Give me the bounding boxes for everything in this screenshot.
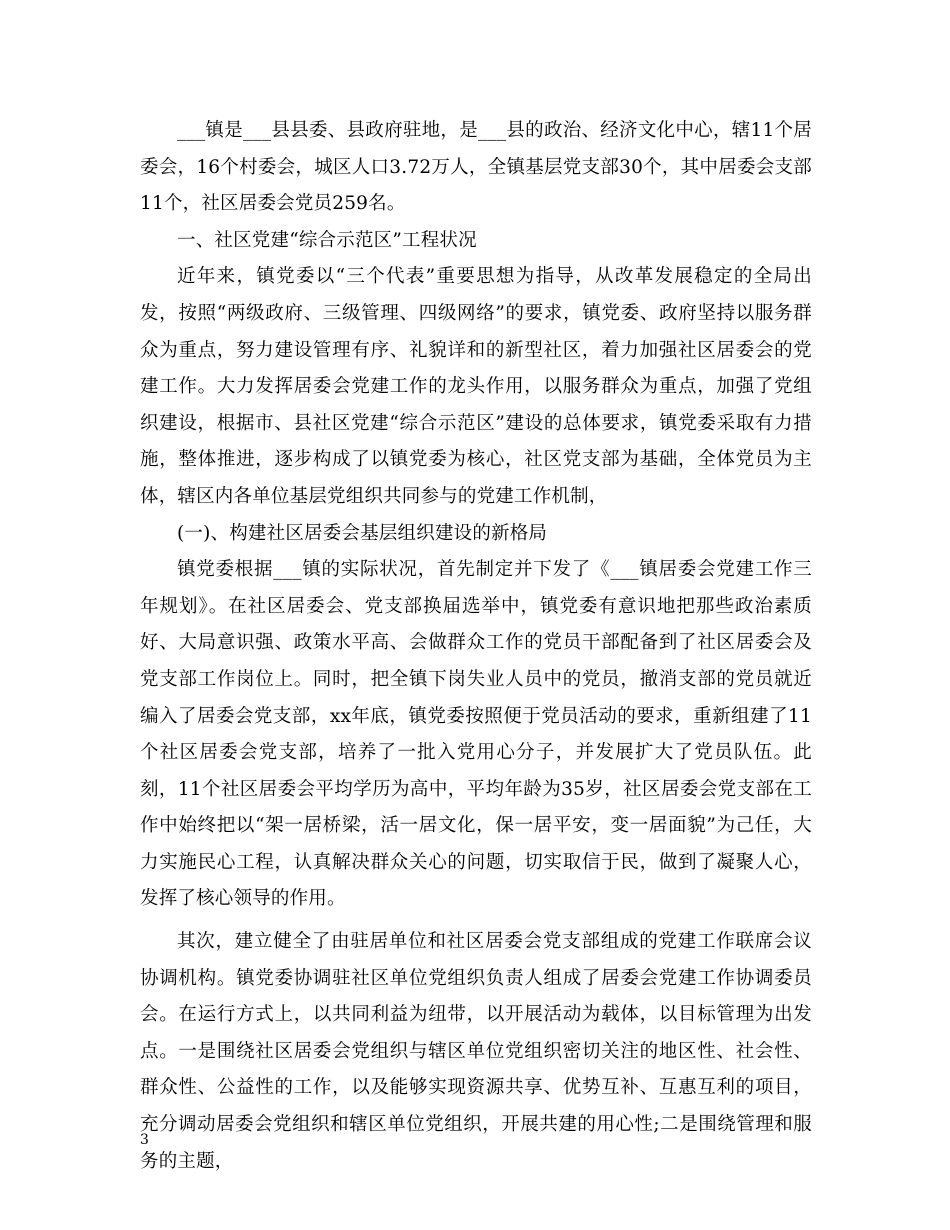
subsection-heading-1: (一)、构建社区居委会基层组织建设的新格局 bbox=[177, 522, 548, 544]
body-paragraph-2: 镇党委根据___镇的实际状况，首先制定并下发了《___镇居委会党建工作三年规划》。在社区居委会、党支部换届选举中，镇党委有意识地把那些政治素质好、大局意识强、政策水平高、会做群众工作的党员干部配备到了社区居委会及党支部工作岗位上。同时，把全镇下岗失业人员中的党员，撤消支部的党员就近编入了居委会党支部，xx年底，镇党委按照便于党员活动的要求，重新组建了11个社区居委会党支部，培养了一批入党用心分子，并发展扩大了党员队伍。此刻，11个社区居委会平均学历为高中，平均年龄为35岁，社区居委会党支部在工作中始终把以“架一居桥梁，活一居文化，保一居平安，变一居面貌”为己任，大力实施民心工程，认真解决群众关心的问题，切实取信于民，做到了凝聚人心，发挥了核心领导的作用。 bbox=[140, 559, 812, 910]
body-paragraph-3: 其次，建立健全了由驻居单位和社区居委会党支部组成的党建工作联席会议协调机构。镇党委协调驻社区单位党组织负责人组成了居委会党建工作协调委员会。在运行方式上，以共同利益为纽带，以开展活动为载体，以目标管理为出发点。一是围绕社区居委会党组织与辖区单位党组织密切关注的地区性、社会性、群众性、公益性的工作，以及能够实现资源共享、优势互补、互惠互利的项目，充分调动居委会党组织和辖区单位党组织，开展共建的用心性;二是围绕管理和服务的主题， bbox=[140, 931, 812, 1172]
body-paragraph-1: 近年来，镇党委以“三个代表”重要思想为指导，从改革发展稳定的全局出发，按照“两级政府、三级管理、四级网络”的要求，镇党委、政府坚持以服务群众为重点，努力建设管理有序、礼貌详和的新型社区，着力加强社区居委会的党建工作。大力发挥居委会党建工作的龙头作用，以服务群众为重点，加强了党组织建设，根据市、县社区党建“综合示范区”建设的总体要求，镇党委采取有力措施，整体推进，逐步构成了以镇党委为核心，社区党支部为基础，全体党员为主体，辖区内各单位基层党组织共同参与的党建工作机制， bbox=[140, 266, 812, 507]
page-number: 3 bbox=[140, 1132, 149, 1148]
document-body bbox=[140, 113, 812, 1180]
section-heading-1: 一、社区党建“综合示范区”工程状况 bbox=[177, 229, 477, 251]
intro-paragraph: ___镇是___县县委、县政府驻地，是___县的政治、经济文化中心，辖11个居委会，16个村委会，城区人口3.72万人，全镇基层党支部30个，其中居委会支部11个，社区居委会党员259名。 bbox=[140, 120, 812, 215]
